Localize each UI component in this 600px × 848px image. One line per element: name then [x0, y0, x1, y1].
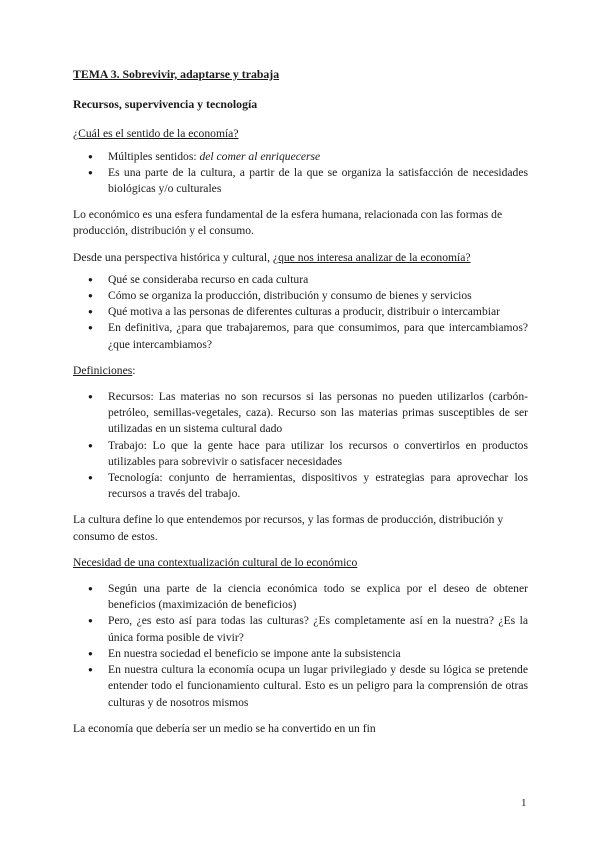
- list-item: ● Cómo se organiza la producción, distribución y consumo de bienes y servicios: [73, 288, 528, 304]
- page-number: 1: [521, 797, 527, 809]
- list-item: ● En definitiva, ¿para que trabajaremos, para que consumimos, para que intercambiamos? ¿que intercambiamos?: [73, 320, 528, 352]
- section-heading-text: Necesidad de una contextualización cultural de lo económico: [73, 555, 358, 569]
- list-item: ● Tecnología: conjunto de herramientas, dispositivos y estrategias para aprovechar los recursos a través del trabajo.: [73, 470, 528, 502]
- paragraph-lead: Desde una perspectiva histórica y cultural,: [73, 250, 273, 264]
- definitions-list: [73, 389, 528, 502]
- economy-meaning-list: [73, 149, 528, 198]
- list-item: ● En nuestra sociedad el beneficio se impone ante la subsistencia: [73, 646, 528, 662]
- list-item: [73, 165, 528, 197]
- section-heading-economy-meaning: [73, 126, 528, 142]
- paragraph-culture-defines: La cultura define lo que entendemos por recursos, y las formas de producción, distribución y consumo de estos.: [73, 513, 504, 543]
- paragraph-underlined: ¿que nos interesa analizar de la economía?: [272, 250, 471, 264]
- document-title: TEMA 3. Sobrevivir, adaptarse y trabaja: [73, 67, 280, 81]
- list-item: ● Pero, ¿es esto así para todas las culturas? ¿Es completamente así en la nuestra? ¿Es la única forma posible de vivir?: [73, 613, 528, 645]
- list-item: ● Recursos: Las materias no son recursos si las personas no pueden utilizarlos (carbón-petróleo, semillas-vegetales, caza). Recurso son las materias primas susceptibles de ser utilizadas en un sistema cultural dado: [73, 389, 528, 438]
- list-item: ● Trabajo: Lo que la gente hace para utilizar los recursos o convertirlos en productos utilizables para sobrevivir o satisfacer necesidades: [73, 438, 528, 470]
- analysis-list: [73, 272, 528, 353]
- paragraph-perspective: [73, 250, 528, 266]
- paragraph-economy-end: La economía que debería ser un medio se ha convertido en un fin: [73, 721, 376, 735]
- list-item: [73, 149, 528, 165]
- document-subtitle: Recursos, supervivencia y tecnología: [73, 97, 258, 112]
- list-item: ● En nuestra cultura la economía ocupa un lugar privilegiado y desde su lógica se pretende entender todo el funcionamiento cultural. Esto es un peligro para la comprensión de otras culturas y de nosotros mismos: [73, 662, 528, 711]
- section-heading-text: Definiciones: [73, 363, 133, 377]
- list-item-text: Múltiples sentidos:: [108, 149, 200, 163]
- list-item: ● Qué motiva a las personas de diferentes culturas a producir, distribuir o intercambiar: [73, 304, 528, 320]
- list-item: ● Qué se consideraba recurso en cada cultura: [73, 272, 528, 288]
- contextualization-list: [73, 581, 528, 711]
- section-heading-definitions: Definiciones:: [73, 363, 136, 377]
- document-content: [73, 66, 528, 747]
- section-heading-text: ¿Cuál es el sentido de la economía?: [73, 127, 239, 141]
- paragraph-economic-sphere: Lo económico es una esfera fundamental de la esfera humana, relacionada con las formas de producción, distribución y el consumo.: [73, 208, 503, 238]
- list-item-text: Es una parte de la cultura, a partir de la que se organiza la satisfacción de necesidades biológicas y/o culturales: [108, 165, 528, 196]
- list-item: ● Según una parte de la ciencia económica todo se explica por el deseo de obtener beneficios (maximización de beneficios): [73, 581, 528, 613]
- section-heading-contextualization: [73, 555, 528, 571]
- list-item-italic: del comer al enriquecerse: [199, 149, 321, 163]
